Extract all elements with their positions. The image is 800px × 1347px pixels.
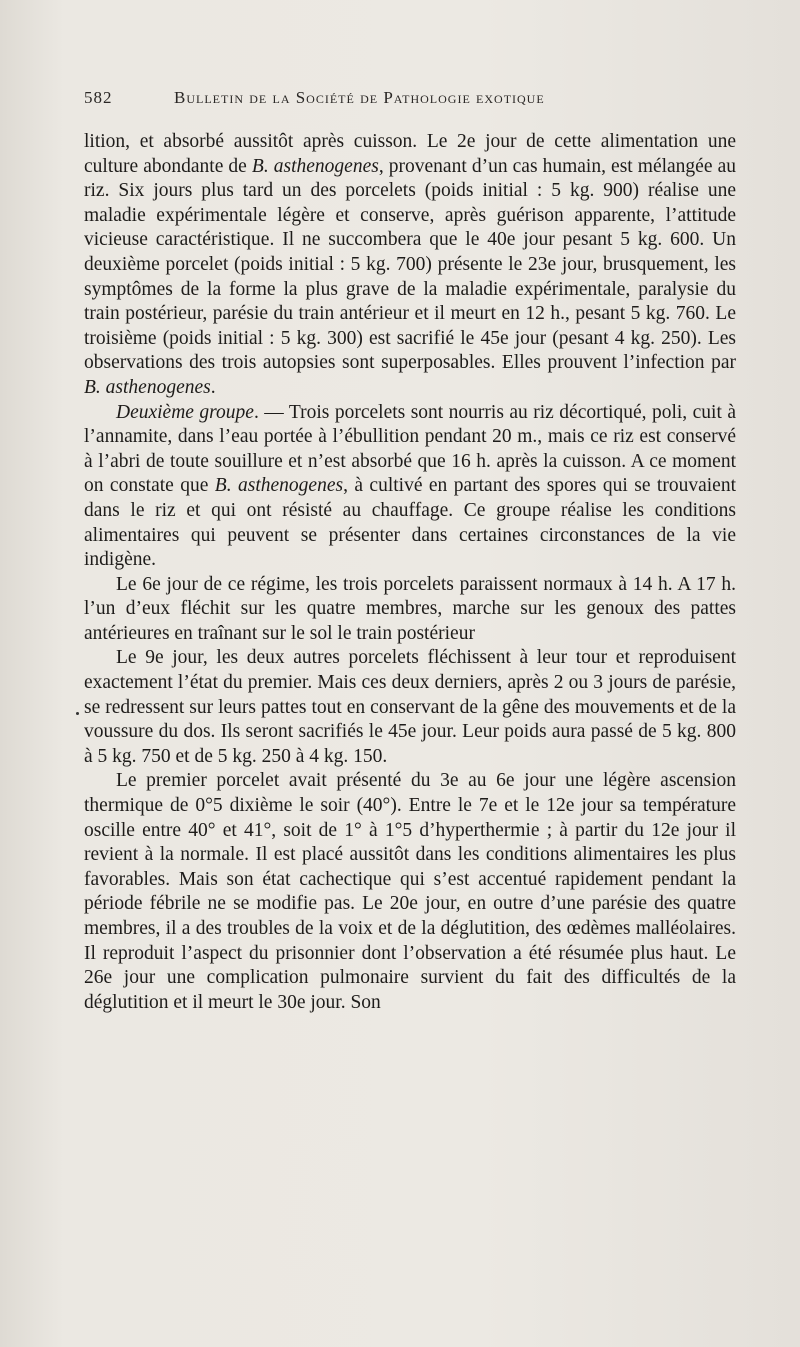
running-title: Bulletin de la Société de Pathologie exotique — [174, 88, 545, 107]
text-run: . — [210, 376, 216, 398]
paragraph — [84, 769, 736, 1015]
italic-text: B. asthenogenes — [214, 475, 344, 497]
italic-text: Deuxième groupe — [116, 401, 254, 423]
italic-text: B. asthenogenes — [84, 376, 211, 398]
paragraph — [84, 401, 736, 573]
text-run: Le 9e jour, les deux autres porcelets fléchissent à leur tour et reproduisent exactement l’état du premier. Mais ces deux derniers, après 2 ou 3 jours de parésie, se redressent sur leurs pattes tout en conservant de la gêne des mouvements et de la voussure du dos. Ils seront sacrifiés le 45e jour. Leur poids aura passé de 5 kg. 800 à 5 kg. 750 et de 5 kg. 250 à 4 kg. 150. — [84, 647, 736, 767]
text-run: Le 6e jour de ce régime, les trois porcelets paraissent normaux à 14 h. A 17 h. l’un d’eux fléchit sur les quatre membres, marche sur les genoux des pattes antérieures en traînant sur le sol le train postérieur — [84, 573, 736, 644]
text-run: , provenant d’un cas humain, est mélangée au riz. Six jours plus tard un des porcelets (poids initial : 5 kg. 900) réalise une maladie expérimentale légère et conserve, après guérison apparente, l’attitude vicieuse caractéristique. Il ne succombera que le 40e jour pesant 5 kg. 600. Un deuxième porcelet (poids initial : 5 kg. 700) présente le 23e jour, brusquement, les symptômes de la forme la plus grave de la maladie expérimentale, paralysie du train postérieur, parésie du train antérieur et il meurt en 12 h., pesant 5 kg. 760. Le troisième (poids initial : 5 kg. 300) est sacrifié le 45e jour (pesant 4 kg. 250). Les observations des trois autopsies sont superposables. Elles prouvent l’infection par — [84, 155, 736, 374]
margin-mark — [76, 712, 79, 715]
page-header — [84, 88, 724, 112]
text-run: , à cultivé en partant des spores qui se trouvaient dans le riz et qui ont résisté au chauffage. Ce groupe réalise les conditions alimentaires qui peuvent se présenter dans certaines circonstances de la vie indigène. — [84, 475, 736, 571]
page-number: 582 — [84, 88, 113, 107]
text-run: Le premier porcelet avait présenté du 3e au 6e jour une légère ascension thermique de 0°5 dixième le soir (40°). Entre le 7e et le 12e jour sa température oscille entre 40° et 41°, soit de 1° à 1°5 d’hyperthermie ; à partir du 12e jour il revient à la normale. Il est placé aussitôt dans les conditions alimentaires les plus favorables. Mais son état cachectique qui s’est accentué rapidement pendant la période fébrile ne se modifie pas. Le 20e jour, en outre d’une parésie des quatre membres, il a des troubles de la voix et de la déglutition, des œdèmes malléolaires. Il reproduit l’aspect du prisonnier dont l’observation a été résumée plus haut. Le 26e jour une complication pulmonaire survient du fait des difficultés de la déglutition et il meurt le 30e jour. Son — [84, 770, 736, 1013]
paragraph — [84, 646, 736, 769]
text-run: lition, et absorbé aussitôt après cuisson. Le 2e jour de cette alimentation une culture abondante de — [84, 131, 736, 177]
paragraph — [84, 573, 736, 647]
text-run: . — Trois porcelets sont nourris au riz décortiqué, poli, cuit à l’annamite, dans l’eau portée à l’ébullition pendant 20 m., mais ce riz est conservé à l’abri de toute souillure et n’est absorbé que 16 h. après la cuisson. A ce moment on constate que — [84, 401, 736, 497]
paragraph — [84, 130, 736, 401]
italic-text: B. asthenogenes — [251, 155, 379, 177]
body-text — [84, 130, 736, 1015]
